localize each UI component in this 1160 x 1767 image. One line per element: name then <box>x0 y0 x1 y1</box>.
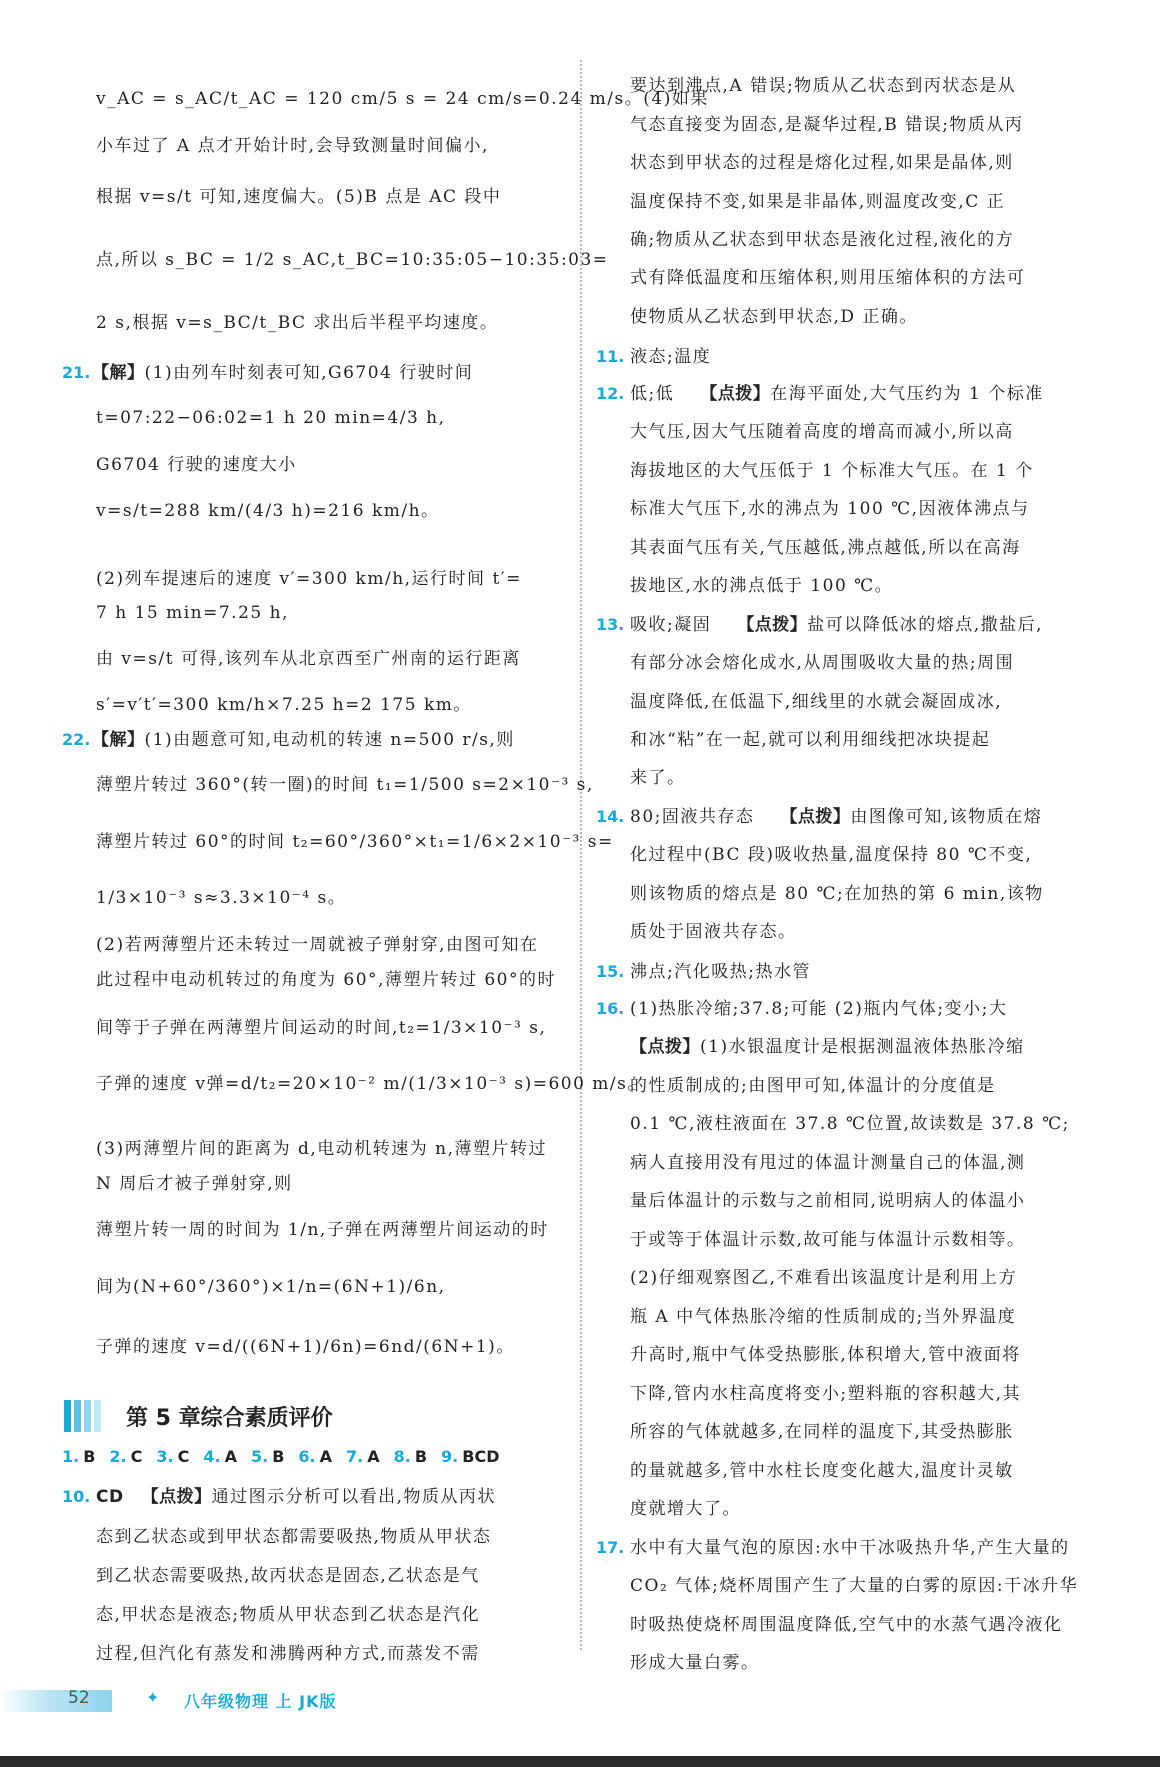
section-title: 第 5 章综合素质评价 <box>126 1406 333 1431</box>
question-number: 13. <box>596 615 625 634</box>
question-22-line <box>92 729 515 751</box>
answer-choice: A <box>319 1447 332 1466</box>
answer-choice: BCD <box>462 1447 500 1466</box>
answer-number: 8. <box>393 1447 411 1466</box>
text-line: 病人直接用没有甩过的体温计测量自己的体温,测 <box>630 1153 1026 1173</box>
book-title: 八年级物理 上 JK版 <box>184 1692 337 1711</box>
answer-row <box>62 1446 499 1468</box>
text-line: 其表面气压有关,气压越低,沸点越低,所以在高海 <box>630 538 1021 558</box>
text-line: 盐可以降低冰的熔点,撒盐后, <box>807 615 1044 635</box>
question-number: 21. <box>62 363 91 382</box>
answer-text: CD <box>96 1487 124 1507</box>
question-number: 15. <box>596 962 625 981</box>
text-line: 态,甲状态是液态;物质从甲状态到乙状态是汽化 <box>96 1605 481 1625</box>
text-line: (2)列车提速后的速度 v′=300 km/h,运行时间 t′= <box>96 569 522 589</box>
answer-choice: A <box>224 1447 237 1466</box>
text-line: 沸点;汽化吸热;热水管 <box>630 962 811 982</box>
bottom-band <box>0 1756 1160 1767</box>
section-bars-icon <box>64 1400 104 1432</box>
answer-choice: B <box>414 1447 428 1466</box>
text-line: 7 h 15 min=7.25 h, <box>96 603 289 623</box>
answer-number: 3. <box>156 1447 174 1466</box>
text-line: 子弹的速度 v弹=d/t₂=20×10⁻² m/(1/3×10⁻³ s)=600 m/s。 <box>96 1074 646 1094</box>
text-line: 由图像可知,该物质在熔 <box>850 807 1043 827</box>
question-number: 17. <box>596 1538 625 1557</box>
text-line: 薄塑片转过 60°的时间 t₂=60°/360°×t₁=1/6×2×10⁻³ s= <box>96 832 614 852</box>
answer-choice: C <box>130 1447 143 1466</box>
text-line: 由 v=s/t 可得,该列车从北京西至广州南的运行距离 <box>96 649 521 669</box>
page-number-bar <box>0 1690 112 1712</box>
question-number: 14. <box>596 807 625 826</box>
page-footer <box>0 1682 1160 1722</box>
text-line: 有部分冰会熔化成水,从周围吸收大量的热;周围 <box>630 653 1015 673</box>
hint-tag: 【点拨】 <box>780 807 851 827</box>
text-line: 水中有大量气泡的原因:水中干冰吸热升华,产生大量的 <box>630 1538 1070 1558</box>
text-line: t=07:22−06:02=1 h 20 min=4/3 h, <box>96 408 446 428</box>
text-line: 则该物质的熔点是 80 ℃;在加热的第 6 min,该物 <box>630 884 1044 904</box>
hint-tag: 【点拨】 <box>141 1487 212 1507</box>
text-line: 2 s,根据 v=s_BC/t_BC 求出后半程平均速度。 <box>96 313 499 333</box>
text-line: 状态到甲状态的过程是熔化过程,如果是晶体,则 <box>630 153 1014 173</box>
solution-tag: 【解】 <box>92 363 145 383</box>
answer-number: 2. <box>109 1447 127 1466</box>
question-21-line <box>92 362 473 384</box>
text-line: 到乙状态需要吸热,故丙状态是固态,乙状态是气 <box>96 1566 480 1586</box>
question-13-line <box>630 614 1043 636</box>
answer-number: 1. <box>62 1447 80 1466</box>
text-line: 间为(N+60°/360°)×1/n=(6N+1)/6n, <box>96 1277 446 1297</box>
text-line: 子弹的速度 v=d/((6N+1)/6n)=6nd/(6N+1)。 <box>96 1337 515 1357</box>
brand-logo-icon: ✦ <box>146 1688 160 1707</box>
text-line: 通过图示分析可以看出,物质从丙状 <box>211 1487 496 1507</box>
text-line: 所容的气体就越多,在同样的温度下,其受热膨胀 <box>630 1422 1014 1442</box>
answer-choice: B <box>272 1447 285 1466</box>
answer-text: 低;低 <box>630 384 675 404</box>
question-number: 10. <box>62 1487 91 1506</box>
text-line: 间等于子弹在两薄塑片间运动的时间,t₂=1/3×10⁻³ s, <box>96 1018 547 1038</box>
question-number: 12. <box>596 384 625 403</box>
text-line: 薄塑片转一周的时间为 1/n,子弹在两薄塑片间运动的时 <box>96 1220 549 1240</box>
text-line: (2)若两薄塑片还未转过一周就被子弹射穿,由图可知在 <box>96 935 539 955</box>
text-line: 气态直接变为固态,是凝华过程,B 错误;物质从丙 <box>630 115 1024 135</box>
text-line: (3)两薄塑片间的距离为 d,电动机转速为 n,薄塑片转过 <box>96 1139 548 1159</box>
question-16-hint-line <box>630 1036 1025 1058</box>
answer-text: 80;固液共存态 <box>630 807 755 827</box>
question-12-line <box>630 383 1044 405</box>
text-line: 海拔地区的大气压低于 1 个标准大气压。在 1 个 <box>630 461 1034 481</box>
text-line: 态到乙状态或到甲状态都需要吸热,物质从甲状态 <box>96 1527 492 1547</box>
text-line: (1)热胀冷缩;37.8;可能 (2)瓶内气体;变小;大 <box>630 999 1008 1019</box>
text-line: (1)由题意可知,电动机的转速 n=500 r/s,则 <box>144 730 515 750</box>
text-line: 标准大气压下,水的沸点为 100 ℃,因液体沸点与 <box>630 499 1030 519</box>
answer-choice: A <box>367 1447 380 1466</box>
text-line: (2)仔细观察图乙,不难看出该温度计是利用上方 <box>630 1268 1017 1288</box>
text-line: 要达到沸点,A 错误;物质从乙状态到丙状态是从 <box>630 76 1017 96</box>
answer-number: 5. <box>250 1447 269 1466</box>
text-line: 瓶 A 中气体热胀冷缩的性质制成的;当外界温度 <box>630 1307 1017 1327</box>
text-line: v=s/t=288 km/(4/3 h)=216 km/h。 <box>96 501 440 521</box>
text-line: 和冰“粘”在一起,就可以利用细线把冰块提起 <box>630 730 991 750</box>
answer-number: 4. <box>203 1447 221 1466</box>
text-line: 此过程中电动机转过的角度为 60°,薄塑片转过 60°的时 <box>96 970 556 990</box>
hint-tag: 【点拨】 <box>737 615 808 635</box>
solution-tag: 【解】 <box>92 730 145 750</box>
text-line: 度就增大了。 <box>630 1499 741 1519</box>
text-line: (1)由列车时刻表可知,G6704 行驶时间 <box>144 363 474 383</box>
text-line: 使物质从乙状态到甲状态,D 正确。 <box>630 307 918 327</box>
text-line: 升高时,瓶中气体受热膨胀,体积增大,管中液面将 <box>630 1345 1021 1365</box>
text-line: 时吸热使烧杯周围温度降低,空气中的水蒸气遇冷液化 <box>630 1615 1063 1635</box>
text-line: 液态;温度 <box>630 347 712 367</box>
question-number: 22. <box>62 730 91 749</box>
column-divider <box>580 60 582 1650</box>
answer-choice: C <box>177 1447 190 1466</box>
text-line: 来了。 <box>630 768 686 788</box>
question-number: 11. <box>596 347 625 366</box>
text-line: 于或等于体温计示数,故可能与体温计示数相等。 <box>630 1230 1026 1250</box>
section-header <box>62 1398 562 1434</box>
answer-choice: B <box>83 1447 96 1466</box>
text-line: 大气压,因大气压随着高度的增高而减小,所以高 <box>630 422 1014 442</box>
question-number: 16. <box>596 999 625 1018</box>
text-line: 的性质制成的;由图甲可知,体温计的分度值是 <box>630 1076 996 1096</box>
page-number: 52 <box>68 1688 90 1708</box>
text-line: 下降,管内水柱高度将变小;塑料瓶的容积越大,其 <box>630 1384 1022 1404</box>
text-line: 的量就越多,管中水柱长度变化越大,温度计灵敏 <box>630 1461 1014 1481</box>
answer-text: 吸收;凝固 <box>630 615 712 635</box>
text-line: 温度保持不变,如果是非晶体,则温度改变,C 正 <box>630 192 1006 212</box>
text-line: (1)水银温度计是根据测温液体热胀冷缩 <box>700 1037 1025 1057</box>
text-line: 点,所以 s_BC = 1/2 s_AC,t_BC=10:35:05−10:35:03= <box>96 250 609 270</box>
question-10-line <box>96 1486 496 1508</box>
text-line: CO₂ 气体;烧杯周围产生了大量的白雾的原因:干冰升华 <box>630 1576 1079 1596</box>
text-line: 小车过了 A 点才开始计时,会导致测量时间偏小, <box>96 136 489 156</box>
text-line: 化过程中(BC 段)吸收热量,温度保持 80 ℃不变, <box>630 845 1033 865</box>
text-line: s′=v′t′=300 km/h×7.25 h=2 175 km。 <box>96 695 472 715</box>
text-line: 形成大量白雾。 <box>630 1653 760 1673</box>
text-line: 薄塑片转过 360°(转一圈)的时间 t₁=1/500 s=2×10⁻³ s, <box>96 775 594 795</box>
text-line: 1/3×10⁻³ s≈3.3×10⁻⁴ s。 <box>96 888 347 908</box>
text-line: G6704 行驶的速度大小 <box>96 455 297 475</box>
answer-number: 7. <box>346 1447 364 1466</box>
answer-number: 9. <box>441 1447 459 1466</box>
question-14-line <box>630 806 1042 828</box>
text-line: N 周后才被子弹射穿,则 <box>96 1174 293 1194</box>
answer-number: 6. <box>298 1447 316 1466</box>
text-line: 式有降低温度和压缩体积,则用压缩体积的方法可 <box>630 268 1026 288</box>
text-line: 质处于固液共存态。 <box>630 922 797 942</box>
text-line: 量后体温计的示数与之前相同,说明病人的体温小 <box>630 1191 1026 1211</box>
text-line: 拔地区,水的沸点低于 100 ℃。 <box>630 576 894 596</box>
text-line: 确;物质从乙状态到甲状态是液化过程,液化的方 <box>630 230 1015 250</box>
text-line: 0.1 ℃,液柱液面在 37.8 ℃位置,故读数是 37.8 ℃; <box>630 1114 1070 1134</box>
hint-tag: 【点拨】 <box>630 1037 700 1057</box>
text-line: 过程,但汽化有蒸发和沸腾两种方式,而蒸发不需 <box>96 1644 480 1664</box>
hint-tag: 【点拨】 <box>700 384 771 404</box>
text-line: 根据 v=s/t 可知,速度偏大。(5)B 点是 AC 段中 <box>96 187 502 207</box>
text-line: 在海平面处,大气压约为 1 个标准 <box>770 384 1044 404</box>
text-line: 温度降低,在低温下,细线里的水就会凝固成冰, <box>630 692 1003 712</box>
text-line: v_AC = s_AC/t_AC = 120 cm/5 s = 24 cm/s=0.24 m/s。(4)如果 <box>96 89 709 109</box>
